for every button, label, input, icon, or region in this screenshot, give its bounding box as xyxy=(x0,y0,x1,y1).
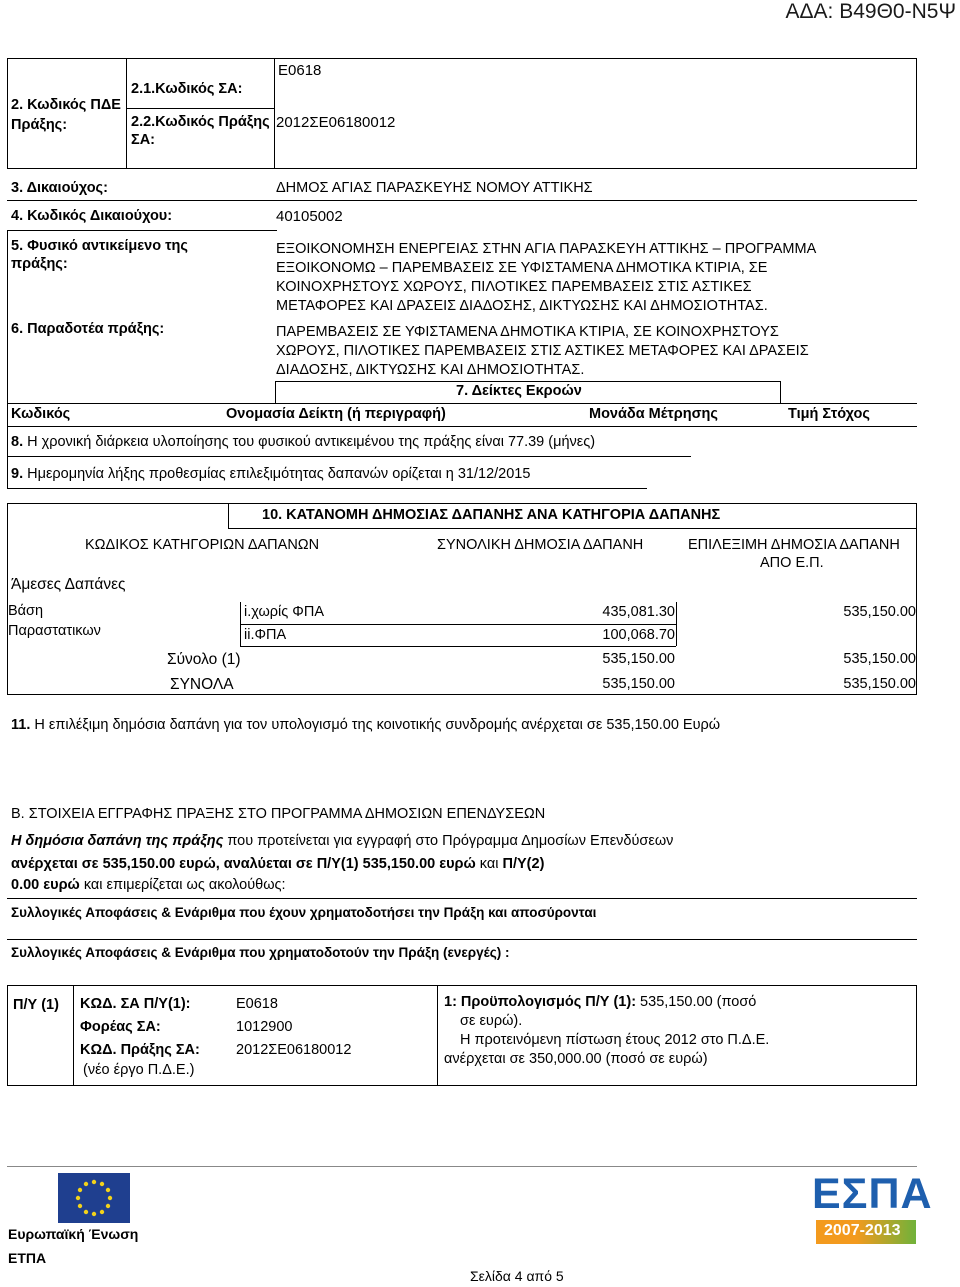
indicator-col-code: Κωδικός xyxy=(11,406,71,422)
output-indicators-title: 7. Δείκτες Εκροών xyxy=(456,383,582,399)
erdf-label: ΕΤΠΑ xyxy=(8,1250,47,1266)
pde-paragraph-line1: Η δημόσια δαπάνη της πράξης που προτείνεται για εγγραφή στο Πρόγραμμα Δημοσίων Επενδύσεων xyxy=(11,833,674,849)
withdrawn-decisions-label: Συλλογικές Αποφάσεις & Ενάριθμα που έχουν χρηματοδοτήσει την Πράξη και αποσύρονται xyxy=(11,905,597,920)
sa-budget-code-value: Ε0618 xyxy=(236,996,278,1012)
deliverables-value: ΠΑΡΕΜΒΑΣΕΙΣ ΣΕ ΥΦΙΣΤΑΜΕΝΑ ΔΗΜΟΤΙΚΑ ΚΤΙΡΙΑ, ΣΕ ΚΟΙΝΟΧΡΗΣΤΟΥΣ ΧΩΡΟΥΣ, ΠΙΛΟΤΙΚΕΣ ΠΑΡΕΜΒΑΣΕΙΣ ΣΤΙΣ ΑΣΤΙΚΕΣ ΜΕΤΑΦΟΡΕΣ ΚΑΙ ΔΡΑΣΕΙΣ ΔΙΑΔΟΣΗΣ, ΔΙΚΤΥΩΣΗΣ ΚΑΙ ΔΗΜΟΣΙΟΤΗΤΑΣ. xyxy=(276,324,809,378)
beneficiary-code-label: 4. Κωδικός Δικαιούχου: xyxy=(11,208,173,224)
espa-logo: ΕΣΠΑ 2007-2013 xyxy=(812,1170,922,1250)
sa-action-code-value: 2012ΣΕ06180012 xyxy=(236,1042,352,1058)
row-net-eligible: 535,150.00 xyxy=(843,604,916,620)
sa-budget-code-label: ΚΩΔ. ΣΑ Π/Υ(1): xyxy=(80,996,191,1012)
indicator-col-name: Ονομασία Δείκτη (ή περιγραφή) xyxy=(226,406,446,422)
basis-label-2: Παραστατικων xyxy=(8,623,101,639)
sa-code-label: 2.1.Κωδικός ΣΑ: xyxy=(131,81,243,97)
row-vat-total: 100,068.70 xyxy=(602,627,675,643)
pde-code-label-1: 2. Κωδικός ΠΔΕ xyxy=(11,97,121,113)
physical-object-value: ΕΞΟΙΚΟΝΟΜΗΣΗ ΕΝΕΡΓΕΙΑΣ ΣΤΗΝ ΑΓΙΑ ΠΑΡΑΣΚΕΥΗ ΑΤΤΙΚΗΣ – ΠΡΟΓΡΑΜΜΑ ΕΞΟΙΚΟΝΟΜΩ – ΠΑΡΕΜΒΑΣΕΙΣ ΣΕ ΥΦΙΣΤΑΜΕΝΑ ΔΗΜΟΤΙΚΑ ΚΤΙΡΙΑ, ΣΕ ΚΟΙΝΟΧΡΗΣΤΟΥΣ ΧΩΡΟΥΣ, ΠΙΛΟΤΙΚΕΣ ΠΑΡΕΜΒΑΣΕΙΣ ΣΤΙΣ ΑΣΤΙΚΕΣ ΜΕΤΑΦΟΡΕΣ ΚΑΙ ΔΡΑΣΕΙΣ ΔΙΑΔΟΣΗΣ, ΔΙΚΤΥΩΣΗΣ ΚΑΙ ΔΗΜΟΣΙΟΤΗΤΑΣ. xyxy=(276,241,817,314)
deadline-text: 9. Ημερομηνία λήξης προθεσμίας επιλεξιμότητας δαπανών ορίζεται η 31/12/2015 xyxy=(11,466,531,482)
sa-code-value: Ε0618 xyxy=(278,62,322,79)
budget-col-total: ΣΥΝΟΛΙΚΗ ΔΗΜΟΣΙΑ ΔΑΠΑΝΗ xyxy=(437,537,644,553)
indicator-col-unit: Μονάδα Μέτρησης xyxy=(589,406,718,422)
action-code-label-2: ΣΑ: xyxy=(131,132,156,148)
py1-label: Π/Υ (1) xyxy=(13,997,59,1013)
pde-code-label-2: Πράξης: xyxy=(11,117,68,133)
basis-label-1: Βάση xyxy=(8,603,44,619)
totals-total: 535,150.00 xyxy=(602,676,675,692)
section-b-title: Β. ΣΤΟΙΧΕΙΑ ΕΓΓΡΑΦΗΣ ΠΡΑΞΗΣ ΣΤΟ ΠΡΟΓΡΑΜΜΑ ΔΗΜΟΣΙΩΝ ΕΠΕΝΔΥΣΕΩΝ xyxy=(11,806,546,822)
budget-col-eligible-1: ΕΠΙΛΕΞΙΜΗ ΔΗΜΟΣΙΑ ΔΑΠΑΝΗ xyxy=(688,537,900,553)
subtotal-label: Σύνολο (1) xyxy=(167,651,241,668)
physical-object-label-1: 5. Φυσικό αντικείμενο της xyxy=(11,238,188,254)
duration-text: 8. Η χρονική διάρκεια υλοποίησης του φυσικού αντικειμένου της πράξης είναι 77.39 (μήνες) xyxy=(11,434,596,450)
ada-code: ΑΔΑ: Β49Θ0-Ν5Ψ xyxy=(785,0,956,23)
pde-paragraph-line2: ανέρχεται σε 535,150.00 ευρώ, αναλύεται σε Π/Υ(1) 535,150.00 ευρώ και Π/Υ(2) xyxy=(11,856,545,872)
pde-paragraph-line3: 0.00 ευρώ και επιμερίζεται ως ακολούθως: xyxy=(11,877,286,893)
new-project-note: (νέο έργο Π.Δ.Ε.) xyxy=(83,1062,195,1078)
sa-body-label: Φορέας ΣΑ: xyxy=(80,1019,161,1035)
totals-eligible: 535,150.00 xyxy=(843,676,916,692)
direct-costs-label: Άμεσες Δαπάνες xyxy=(11,576,126,593)
eu-flag-icon xyxy=(58,1173,130,1223)
sa-action-code-label: ΚΩΔ. Πράξης ΣΑ: xyxy=(80,1042,200,1058)
action-code-label-1: 2.2.Κωδικός Πράξης xyxy=(131,114,270,130)
physical-object-label-2: πράξης: xyxy=(11,256,68,272)
action-code-value: 2012ΣΕ06180012 xyxy=(276,114,396,131)
budget-col-category: ΚΩΔΙΚΟΣ ΚΑΤΗΓΟΡΙΩΝ ΔΑΠΑΝΩΝ xyxy=(85,537,320,553)
beneficiary-value: ΔΗΜΟΣ ΑΓΙΑΣ ΠΑΡΑΣΚΕΥΗΣ ΝΟΜΟΥ ΑΤΤΙΚΗΣ xyxy=(276,180,593,196)
row-net-total: 435,081.30 xyxy=(602,604,675,620)
eu-label: Ευρωπαϊκή Ένωση xyxy=(8,1226,139,1242)
row-vat-label: ii.ΦΠΑ xyxy=(244,627,287,643)
beneficiary-code-value: 40105002 xyxy=(276,208,343,225)
totals-label: ΣΥΝΟΛΑ xyxy=(170,676,234,693)
active-decisions-label: Συλλογικές Αποφάσεις & Ενάριθμα που χρηματοδοτούν την Πράξη (ενεργές) : xyxy=(11,945,510,960)
subtotal-eligible: 535,150.00 xyxy=(843,651,916,667)
eligible-expenditure-note: 11. Η επιλέξιμη δημόσια δαπάνη για τον υπολογισμό της κοινοτικής συνδρομής ανέρχεται σε 535,150.00 Ευρώ xyxy=(11,717,721,733)
sa-body-value: 1012900 xyxy=(236,1019,293,1035)
row-net-label: i.χωρίς ΦΠΑ xyxy=(244,604,324,620)
py1-budget-text: 1: Προϋπολογισμός Π/Υ (1): 535,150.00 (ποσό σε ευρώ). Η προτεινόμενη πίστωση έτους 2012 στο Π.Δ.Ε. ανέρχεται σε 350,000.00 (ποσό σε ευρώ) xyxy=(444,994,770,1067)
beneficiary-label: 3. Δικαιούχος: xyxy=(11,180,108,196)
deliverables-label: 6. Παραδοτέα πράξης: xyxy=(11,321,165,337)
budget-title: 10. ΚΑΤΑΝΟΜΗ ΔΗΜΟΣΙΑΣ ΔΑΠΑΝΗΣ ΑΝΑ ΚΑΤΗΓΟΡΙΑ ΔΑΠΑΝΗΣ xyxy=(262,507,721,523)
subtotal-total: 535,150.00 xyxy=(602,651,675,667)
page-number: Σελίδα 4 από 5 xyxy=(470,1268,564,1284)
indicator-col-target: Τιμή Στόχος xyxy=(788,406,870,422)
budget-col-eligible-2: ΑΠΟ Ε.Π. xyxy=(760,555,824,571)
